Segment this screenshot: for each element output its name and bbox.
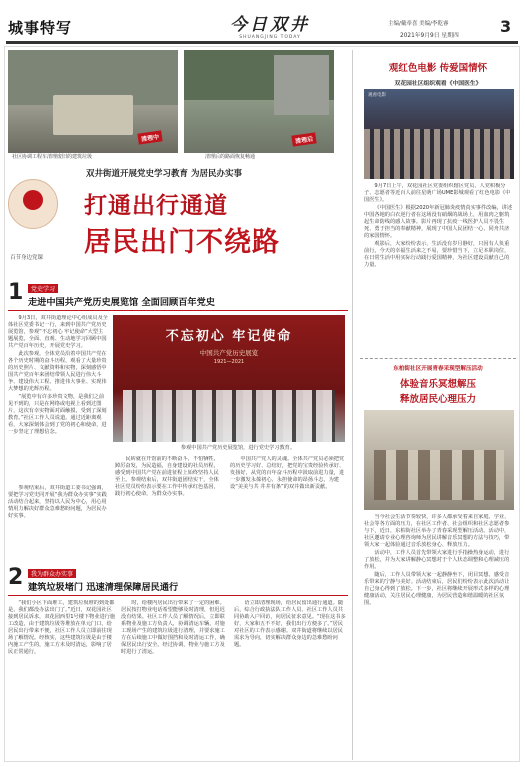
section1-para-1: 9月3日，双井街道理论中心组成员及全体社区党委书记一行，来到中国共产党历史展览馆，参观“不忘初心 牢记使命”大型主题展览，全面、直观、生动地学习回顾中国共产党百年历史，开展党史学习。	[8, 315, 108, 349]
right-top-story	[358, 56, 518, 356]
section2-header	[8, 565, 348, 594]
section1-title: 走进中国共产党历史展览馆 全面回顾百年党史	[28, 297, 215, 308]
right-bottom-topline: 东柏街社区开展青春采现型解压活动	[393, 366, 483, 372]
section2-col2: 时，给楼内居民出行带来了一定的困难。居民按打物业电话希望能够及时清理，但迟迟没有结果。社区工作人员了解情况后，立即联系物业及施工方负责人，协调清运车辆，对施工现场产生的建筑垃圾进行清理，并要求施工方在后续施工中做好围挡和及时清运工作，确保居民出行安全。经过协调，物业与施工方及时进行了清运。	[121, 600, 225, 655]
headline-badge	[8, 179, 58, 229]
section1-header	[8, 280, 348, 309]
right-bottom-title-2: 释放居民心理压力	[399, 394, 476, 405]
section2-text-col2	[121, 600, 229, 760]
photo-cleaning-truck	[8, 50, 178, 153]
right-top-title: 观红色电影 传爱国情怀	[388, 63, 488, 74]
truck-shape	[53, 95, 133, 135]
section1-col2: 民砖就在开馆前的不断奋斗，不怕牺牲，踔厉奋发，为民造福，自身建设的社员历程，感受到中国共产党在前进征程上始终坚持人民至上。参观结束后，双井街道团结实干，全体社区党员纷纷表示要在工作中传承红色基因，践行初心使命，为群众办实事。	[115, 456, 219, 497]
section1-text-col3	[230, 456, 346, 560]
right-top-subtitle: 双花园社区组织观看《中国医生》	[394, 81, 482, 87]
section2-label: 我为群众办实事	[28, 569, 76, 578]
section2-col3: 语立即清理现场，给居民留出通行通道。随后，综合行政执法队工作人员、社区工作人员共同协助入户回访，向居民征求意见。“现在这书多好，大家和五不不好，我们出行方便多了。”居民对社区的工作表示感谢。双井街道将继续以居民需求为导向，切实解决群众身边的急难愁盼问题。	[234, 600, 346, 648]
right-top-para-3: 观影后，大家纷纷表示，生活没有岁月静好，只因有人负重前行，今天的幸福生活来之不易，要珍惜当下，立足本职岗位，在日常生活中用实际行动践行爱国精神，为社区建设贡献自己的力量。	[364, 241, 510, 268]
section-title-bar	[0, 16, 130, 36]
header-rule	[6, 41, 518, 44]
section2-text-col1	[8, 600, 116, 760]
section2-title: 建筑垃圾堵门 迅速清理保障居民通行	[28, 582, 179, 593]
page-number: 3	[500, 17, 512, 36]
headline-badge-label: 百节身边党课	[10, 255, 44, 261]
section1-number: 1	[8, 280, 24, 305]
logo-pinyin: SHUANGJING TODAY	[239, 35, 301, 40]
section1-para-4: 参观结束后，双井街道工委书记强调，要把学习党史同开展“我为群众办实事”实践活动结合起来，坚持以人民为中心，用心用情用力解决好群众急难愁盼问题，为居民办好实事。	[8, 485, 107, 519]
people-row	[123, 390, 335, 442]
section1-rule	[8, 310, 348, 311]
right-top-para-1: 9月7日上午，双花园社区党委组织辖区党员、人党积极分子、志愿者等近百人前往星萌广场UME影城观看了红色电影《中国医生》。	[364, 183, 511, 203]
section1-para-3: “展览中有许多珍贵文物，是我们之前见不到的，只是在网络或电视上看到过图片，这次有幸实物面对面触摸，受到了深刻教育。”社区工作人员说道。通过近距离观看，大家深刻体会到了党的初心和使命，进一步坚定了理想信念。	[8, 394, 107, 435]
photo-tag-cleared: 清理后	[291, 132, 316, 146]
headline-line2: 居民出门不绕路	[84, 227, 280, 258]
photo-label-movie: 观看电影	[368, 93, 386, 98]
right-bottom-title-1: 体验音乐冥想解压	[399, 379, 476, 390]
section1-text-col1b	[8, 485, 108, 560]
right-top-para-2: 《中国医生》根据2020年新冠肺炎疫情真实事件改编，讲述中国各地的白衣逆行者在这场没有硝烟的战场上，用血肉之躯筑起生命防线的感人故事。影片再现了抗疫一线医护人员不畏生死、勇于担当的奉献精神，展现了中国人民团结一心、同舟共济的家国情怀。	[364, 205, 513, 239]
right-bottom-text	[364, 514, 514, 756]
photo-caption-left: 社区协调工程车清理废旧的建筑垃圾	[12, 154, 93, 160]
issue-date: 2021年9月9日 星期四	[400, 33, 459, 39]
editor-credit: 主编/戴牵喜 美编/李乾睿	[388, 21, 449, 27]
right-bottom-story	[358, 362, 518, 762]
page-header	[0, 0, 525, 46]
logo	[210, 10, 330, 42]
section1-text-col1	[8, 315, 108, 485]
section1-text-col2	[115, 456, 223, 560]
photo-exhibition-group	[113, 315, 345, 442]
photo-movie-audience	[364, 89, 514, 179]
right-divider	[360, 358, 516, 359]
headline-line1: 打通出行通道	[84, 193, 228, 219]
banner-line2: 中国共产党历史展览	[199, 349, 259, 357]
column-divider	[352, 50, 353, 760]
section1-label: 党史学习	[28, 284, 58, 293]
section2-col1: “我们小区下面堆工，建筑垃圾堆的到处都是，我们都没办法出门了。”近日，双花园社区接到居民诉求，双花园西里1号楼下物业进行施工改造，由于建筑垃圾等堆放在单元门口，给居民出行带来不便，社区工作人员立即前往现场了解情况。经核实，这些建筑垃圾是由于楼内施工产生的，施工方未及时清运，影响了居民正常通行。	[8, 600, 116, 655]
photo-cleared-road	[184, 50, 334, 153]
headline-block	[8, 163, 348, 267]
section1-col3: 中国共产党人的灵魂。全体共产党员必须把党的历史学习好、总结好，把党的宝贵经验传承好、发扬好，从党的百年奋斗历程中汲取前进力量，进一步激发永葆初心、永担使命的昂扬斗志，为建设“美美与共 井井有条”的双井做出新贡献。	[230, 456, 345, 490]
participants-row	[374, 450, 504, 500]
section2-text-col3	[234, 600, 346, 760]
banner-years: 1921—2021	[213, 359, 245, 365]
section2-number: 2	[8, 565, 24, 590]
section1-para-2: 此次参观，全体党员沿着中国共产党在各个历史时期的奋斗历程，观看了大量珍贵的历史照片、文献资料和实物，深刻感悟中国共产党百年来团结带领人民进行伟大斗争、建设伟大工程、推进伟大事业、实现伟大梦想的光辉历程。	[8, 351, 107, 392]
right-bottom-para-2: 活动中，工作人员首先带领大家进行手指操热身运动，进行了放松，并为大家讲解静心冥想对于个人状态调整和心理减压的作用。	[364, 550, 510, 570]
section-title: 城事特写	[8, 19, 73, 37]
section2-rule	[8, 595, 348, 596]
building-block	[274, 55, 329, 115]
section1-photo-caption: 参观中国共产党历史展览馆，进行党史学习教育。	[180, 445, 296, 451]
photo-meditation	[364, 410, 514, 510]
badge-icon	[23, 190, 43, 210]
right-bottom-para-3: 随后，工作人员带领大家一起静静坐下，闭目冥想，感受音乐带来的宁静与美好。活动结束后，居民们纷纷表示此次活动让自己身心得到了放松。下一步，社区将继续开展形式多样的心理健康活动，关注居民心理健康，为居民营造和谐温暖的社区氛围。	[364, 572, 510, 606]
logo-text: 今日双井	[230, 15, 310, 35]
audience-rows	[364, 129, 514, 179]
headline-kicker: 双井街道开展党史学习教育 为居民办实事	[86, 169, 242, 179]
banner-line1: 不忘初心 牢记使命	[165, 329, 293, 344]
photo-tag-cleaning: 清理中	[137, 130, 162, 144]
photo-caption-right: 清理后的路面恢复畅通	[205, 154, 256, 160]
right-bottom-para-1: 当今社会生活节奏较快，许多人都承受着来自家庭、学业、社会等各方面的压力，在社区工作者、社会组织和社区志愿者参与下，近日，东柏街社区举办了青春采现型解压活动。活动中，社区邀请专业心理咨询师为居民讲解音乐冥想的方法与技巧，带领大家一起体验通过音乐放松身心、释放压力。	[364, 514, 510, 548]
right-top-text	[364, 183, 514, 351]
